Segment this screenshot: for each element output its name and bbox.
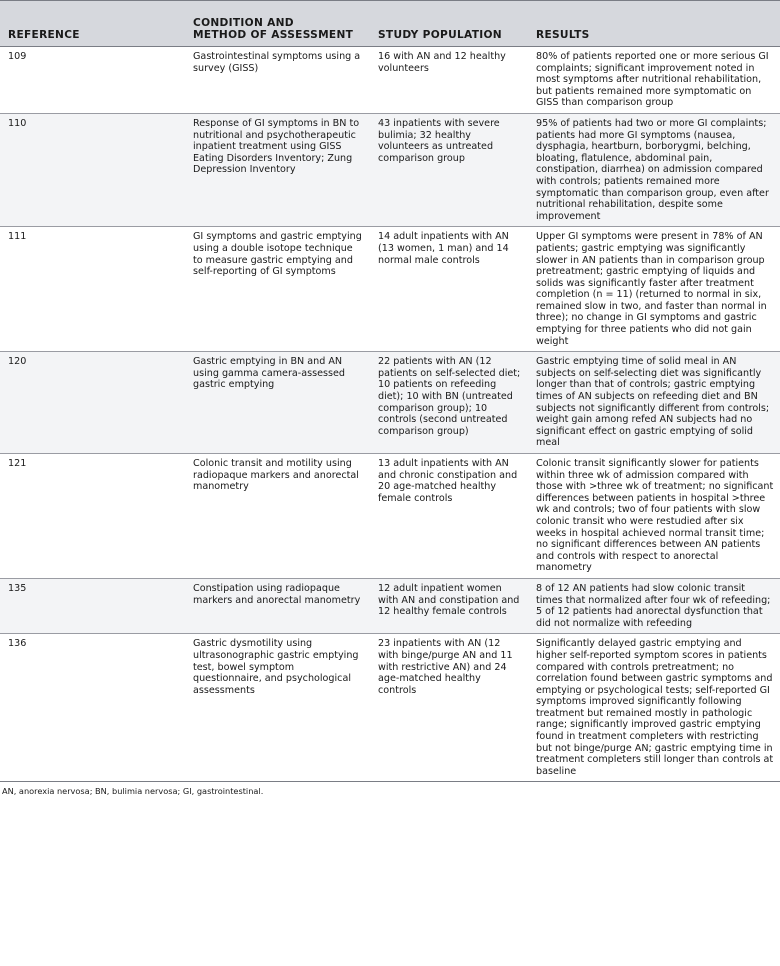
cell-condition: Gastric emptying in BN and AN using gamma camera-assessed gastric emptying (185, 352, 370, 454)
table-body (0, 47, 780, 782)
cell-condition: Gastric dysmotility using ultrasonographic gastric emptying test, bowel symptom questionnaire, and psychological assessments (185, 634, 370, 782)
cell-condition: Colonic transit and motility using radiopaque markers and anorectal manometry (185, 454, 370, 579)
header-condition-line1: CONDITION AND (193, 17, 294, 29)
cell-population: 23 inpatients with AN (12 with binge/purge AN and 11 with restrictive AN) and 24 age-matched healthy controls (370, 634, 528, 782)
cell-reference: 110 (0, 113, 185, 226)
cell-condition: Response of GI symptoms in BN to nutritional and psychotherapeutic inpatient treatment using GISS Eating Disorders Inventory; Zung Depression Inventory (185, 113, 370, 226)
table-row (0, 634, 780, 782)
header-condition (185, 1, 370, 47)
cell-population: 12 adult inpatient women with AN and constipation and 12 healthy female controls (370, 578, 528, 633)
cell-reference: 121 (0, 454, 185, 579)
cell-population: 16 with AN and 12 healthy volunteers (370, 47, 528, 114)
cell-results: Gastric emptying time of solid meal in AN subjects on self-selecting diet was significantly longer than that of controls; gastric emptying times of AN subjects on refeeding diet and BN subjects not significantly different from controls; weight gain among refed AN subjects had no significant effect on gastric emptying of solid meal (528, 352, 780, 454)
header-condition-line2: METHOD OF ASSESSMENT (193, 29, 354, 41)
table-footnote: AN, anorexia nervosa; BN, bulimia nervosa; GI, gastrointestinal. (2, 786, 264, 797)
cell-results: 80% of patients reported one or more serious GI complaints; significant improvement noted in most symptoms after nutritional rehabilitation, but patients remained more symptomatic on GISS than comparison group (528, 47, 780, 114)
cell-population: 13 adult inpatients with AN and chronic constipation and 20 age-matched healthy female controls (370, 454, 528, 579)
table-row (0, 454, 780, 579)
header-results: RESULTS (528, 1, 780, 47)
cell-results: 8 of 12 AN patients had slow colonic transit times that normalized after four wk of refeeding; 5 of 12 patients had anorectal dysfunction that did not normalize with refeeding (528, 578, 780, 633)
cell-population: 43 inpatients with severe bulimia; 32 healthy volunteers as untreated comparison group (370, 113, 528, 226)
table-row (0, 352, 780, 454)
table-header (0, 1, 780, 47)
cell-condition: Constipation using radiopaque markers and anorectal manometry (185, 578, 370, 633)
table-row (0, 113, 780, 226)
table-row (0, 227, 780, 352)
cell-results: Significantly delayed gastric emptying and higher self-reported symptom scores in patients compared with controls pretreatment; no correlation found between gastric symptoms and emptying or psychological tests; self-reported GI symptoms improved significantly following treatment but remained mostly in pathologic range; significantly improved gastric emptying found in treatment completers with restricting but not binge/purge AN; gastric emptying time in treatment completers still longer than controls at baseline (528, 634, 780, 782)
cell-results: Upper GI symptoms were present in 78% of AN patients; gastric emptying was significantly slower in AN patients than in comparison group pretreatment; gastric emptying of liquids and solids was significantly faster after treatment completion (n = 11) (returned to normal in six, remained slow in two, and faster than normal in three); no change in GI symptoms and gastric emptying for three patients who did not gain weight (528, 227, 780, 352)
header-row (0, 1, 780, 47)
header-reference: REFERENCE (0, 1, 185, 47)
cell-reference: 120 (0, 352, 185, 454)
header-population: STUDY POPULATION (370, 1, 528, 47)
cell-results: Colonic transit significantly slower for patients within three wk of admission compared with those with >three wk of treatment; no significant differences between patients in hospital >three wk and controls; two of four patients with slow colonic transit who were restudied after six weeks in hospital achieved normal transit time; no significant differences between AN patients and controls with respect to anorectal manometry (528, 454, 780, 579)
cell-condition: Gastrointestinal symptoms using a survey (GISS) (185, 47, 370, 114)
table-row (0, 47, 780, 114)
cell-reference: 136 (0, 634, 185, 782)
cell-results: 95% of patients had two or more GI complaints; patients had more GI symptoms (nausea, dysphagia, heartburn, borborygmi, belching, bloating, flatulence, abdominal pain, constipation, diarrhea) on admission compared with controls; patients remained more symptomatic than comparison group, even after nutritional rehabilitation, despite some improvement (528, 113, 780, 226)
cell-reference: 109 (0, 47, 185, 114)
cell-population: 14 adult inpatients with AN (13 women, 1 man) and 14 normal male controls (370, 227, 528, 352)
cell-condition: GI symptoms and gastric emptying using a double isotope technique to measure gastric emptying and self-reporting of GI symptoms (185, 227, 370, 352)
cell-population: 22 patients with AN (12 patients on self-selected diet; 10 patients on refeeding diet); 10 with BN (untreated comparison group); 10 controls (second untreated comparison group) (370, 352, 528, 454)
cell-reference: 111 (0, 227, 185, 352)
table-row (0, 578, 780, 633)
cell-reference: 135 (0, 578, 185, 633)
